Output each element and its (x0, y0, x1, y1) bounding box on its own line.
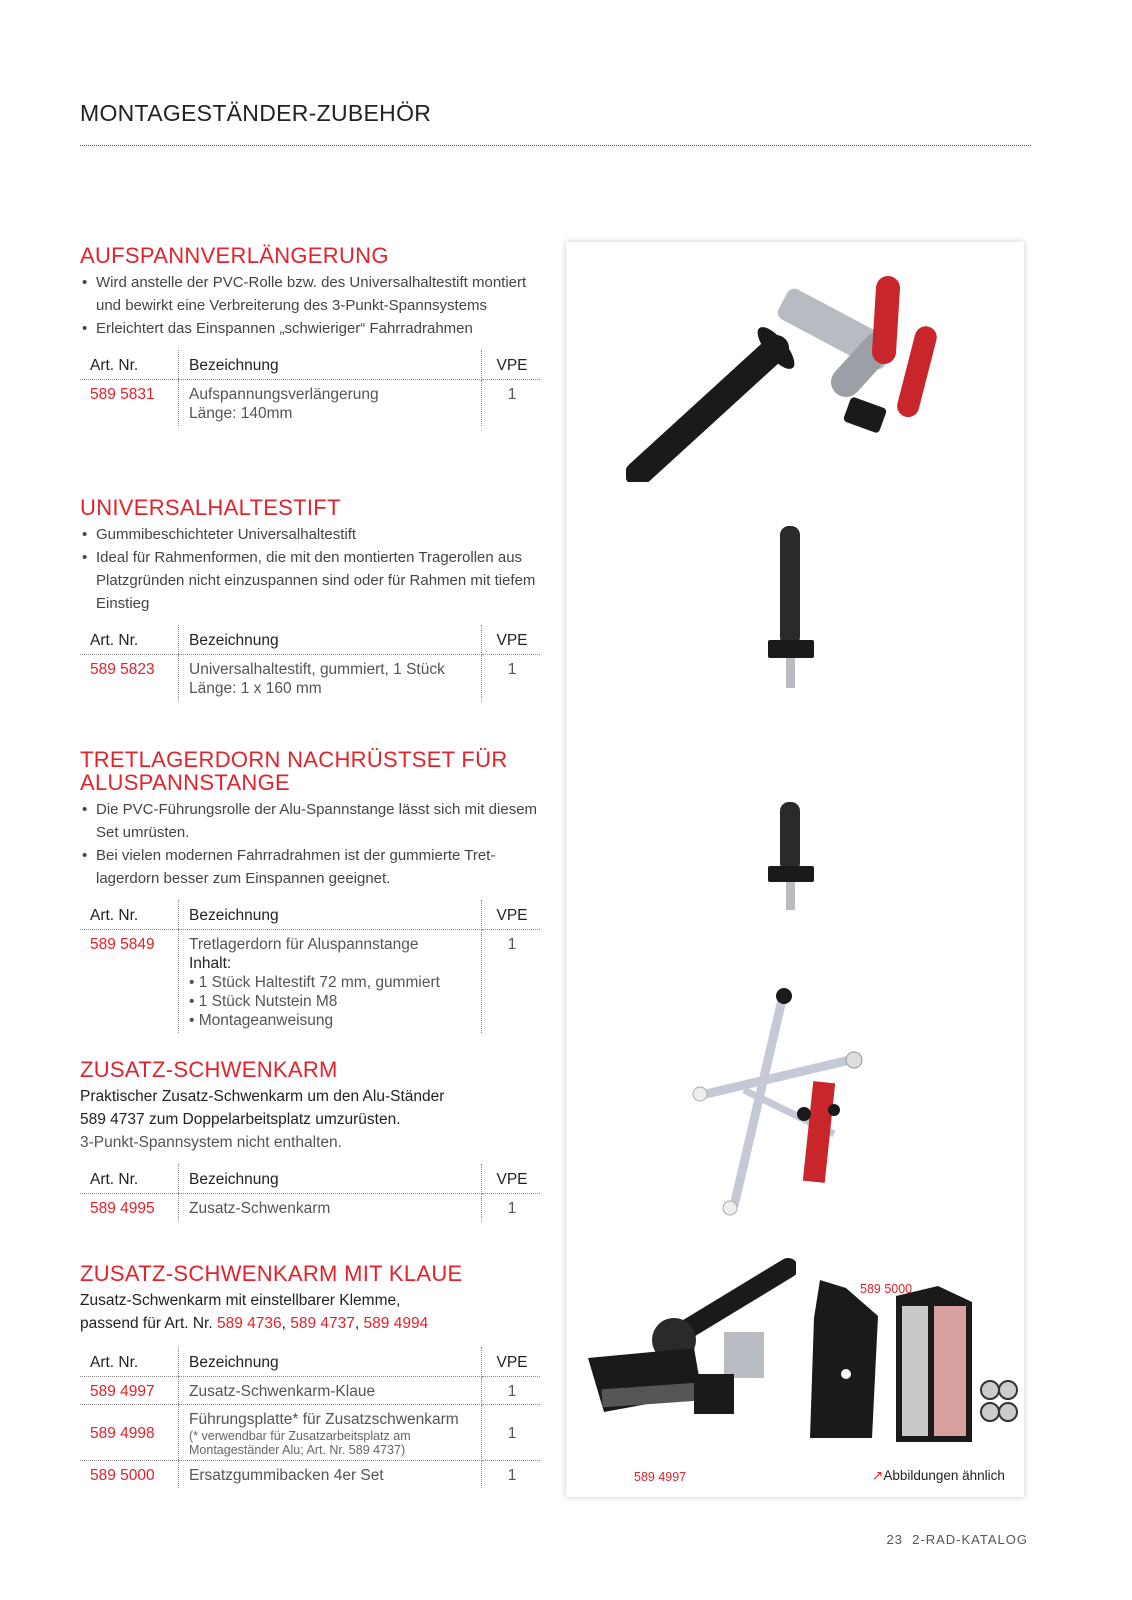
article-description: Zusatz-Schwenkarm-Klaue (179, 1377, 482, 1405)
section-universalhaltestift (80, 496, 540, 701)
header-art-nr: Art. Nr. (80, 1164, 179, 1194)
image-label: 589 5000 (860, 1282, 913, 1296)
table-row (80, 1377, 540, 1405)
section-title: AUFSPANNVERLÄNGERUNG (80, 243, 389, 268)
article-link[interactable]: 589 4994 (363, 1315, 429, 1332)
header-vpe: VPE (482, 1164, 541, 1194)
article-vpe: 1 (482, 1377, 541, 1405)
bullet-item: • Gummibeschichteter Universalhaltestift (80, 523, 540, 546)
article-vpe: 1 (507, 386, 517, 403)
article-table (80, 625, 540, 701)
header-art-nr: Art. Nr. (80, 350, 179, 380)
section-title: TRETLAGERDORN NACHRÜSTSET FÜR ALUSPANNSTANGE (80, 747, 508, 795)
table-header-row (80, 1164, 540, 1194)
article-number: 589 4995 (90, 1200, 155, 1217)
header-bezeichnung: Bezeichnung (179, 350, 482, 380)
article-number: 589 5849 (90, 936, 155, 953)
page-footer (886, 1532, 1028, 1547)
table-header-row (80, 625, 540, 655)
table-header-row (80, 350, 540, 380)
section-aufspannverlaengerung (80, 244, 540, 426)
bullet-list (80, 523, 540, 615)
section-zusatz-schwenkarm (80, 1058, 540, 1221)
bullet-item: • Die PVC-Führungsrolle der Alu-Spannstange lässt sich mit diesem Set umrüsten. (80, 798, 540, 844)
product-image-panel (566, 242, 1024, 1497)
zusatz-schwenkarm-image (684, 982, 884, 1222)
article-link[interactable]: 589 4737 (290, 1315, 355, 1332)
section-tretlagerdorn (80, 748, 540, 1033)
article-number: 589 5831 (90, 386, 155, 403)
page-title: MONTAGESTÄNDER-ZUBEHÖR (80, 100, 432, 126)
table-row (80, 655, 540, 702)
article-table (80, 900, 540, 1033)
bullet-list (80, 271, 540, 340)
description-line: Zusatz-Schwenkarm mit einstellbarer Klemme, (80, 1292, 401, 1309)
header-art-nr: Art. Nr. (80, 900, 179, 930)
article-description: Aufspannungsverlängerung Länge: 140mm (179, 380, 482, 427)
article-number: 589 5823 (90, 661, 155, 678)
article-description: Zusatz-Schwenkarm (179, 1194, 482, 1222)
article-number: 589 4997 (80, 1377, 179, 1405)
section-title: ZUSATZ-SCHWENKARM MIT KLAUE (80, 1261, 463, 1286)
description-note: 3-Punkt-Spannsystem nicht enthalten. (80, 1134, 342, 1151)
page-number: 23 (886, 1532, 903, 1547)
header-art-nr: Art. Nr. (80, 1347, 179, 1377)
header-vpe: VPE (482, 625, 541, 655)
table-row (80, 380, 540, 427)
section-zusatz-schwenkarm-klaue (80, 1262, 540, 1488)
header-vpe: VPE (482, 350, 541, 380)
description-line: passend für Art. Nr. 589 4736, 589 4737, 589 4994 (80, 1315, 429, 1332)
table-header-row (80, 900, 540, 930)
article-vpe: 1 (507, 1467, 517, 1484)
article-description: Universalhaltestift, gummiert, 1 Stück Länge: 1 x 160 mm (179, 655, 482, 702)
universalhaltestift-image (762, 522, 822, 702)
section-title: UNIVERSALHALTESTIFT (80, 495, 341, 520)
header-vpe: VPE (482, 900, 541, 930)
fuehrungsplatte-image (802, 1278, 882, 1448)
title-divider (80, 145, 1031, 146)
article-table (80, 1347, 540, 1488)
header-bezeichnung: Bezeichnung (179, 1347, 482, 1377)
bullet-item: • Bei vielen modernen Fahrradrahmen ist der gummierte Tret-lagerdorn besser zum Einspannen geeignet. (80, 844, 540, 890)
image-label: 589 4997 (634, 1470, 687, 1484)
header-vpe: VPE (482, 1347, 541, 1377)
section-title: ZUSATZ-SCHWENKARM (80, 1057, 338, 1082)
article-description: Ersatzgummibacken 4er Set (179, 1461, 482, 1489)
article-number: 589 5000 (90, 1467, 155, 1484)
article-link[interactable]: 589 4736 (216, 1315, 282, 1332)
table-row (80, 930, 540, 1034)
article-table (80, 350, 540, 426)
bullet-item: • Wird anstelle der PVC-Rolle bzw. des Universalhaltestift montiert und bewirkt eine Verbreiterung des 3-Punkt-Spannsystems (80, 271, 540, 317)
header-art-nr: Art. Nr. (80, 625, 179, 655)
schwenkarm-klaue-image (584, 1254, 796, 1432)
table-row (80, 1194, 540, 1222)
description-line: Praktischer Zusatz-Schwenkarm um den Alu-Ständer (80, 1088, 445, 1105)
article-description: Führungsplatte* für Zusatzschwenkarm (* verwendbar für Zusatzarbeitsplatz am Montageständer Alu; Art. Nr. 589 4737) (179, 1405, 482, 1461)
bullet-list (80, 798, 540, 890)
tretlagerdorn-image (762, 798, 822, 918)
bullet-item: • Erleichtert das Einspannen „schwieriger“ Fahrradrahmen (80, 317, 540, 340)
article-vpe: 1 (507, 936, 517, 953)
header-bezeichnung: Bezeichnung (179, 625, 482, 655)
table-header-row (80, 1347, 540, 1377)
aufspannverlaengerung-image (626, 252, 956, 482)
ersatzgummibacken-image (888, 1278, 1022, 1448)
header-bezeichnung: Bezeichnung (179, 900, 482, 930)
article-table (80, 1164, 540, 1221)
article-vpe: 1 (507, 1200, 517, 1217)
bullet-item: • Ideal für Rahmenformen, die mit den montierten Tragerollen aus Platzgründen nicht einzuspannen sind oder für Rahmen mit tiefem Einstieg (80, 546, 540, 615)
description-line: 589 4737 zum Doppelarbeitsplatz umzurüsten. (80, 1111, 401, 1128)
arrow-icon: ↗ (872, 1468, 884, 1483)
table-row (80, 1461, 540, 1489)
catalog-name: 2-RAD-KATALOG (912, 1532, 1028, 1547)
article-description: Tretlagerdorn für Aluspannstange Inhalt: • 1 Stück Haltestift 72 mm, gummiert • 1 Stück Nutstein M8 • Montageanweisung (179, 930, 482, 1034)
article-number: 589 4998 (80, 1405, 179, 1461)
header-bezeichnung: Bezeichnung (179, 1164, 482, 1194)
table-row (80, 1405, 540, 1461)
article-vpe: 1 (482, 1405, 541, 1461)
image-note: ↗Abbildungen ähnlich (872, 1468, 1005, 1483)
article-vpe: 1 (507, 661, 517, 678)
